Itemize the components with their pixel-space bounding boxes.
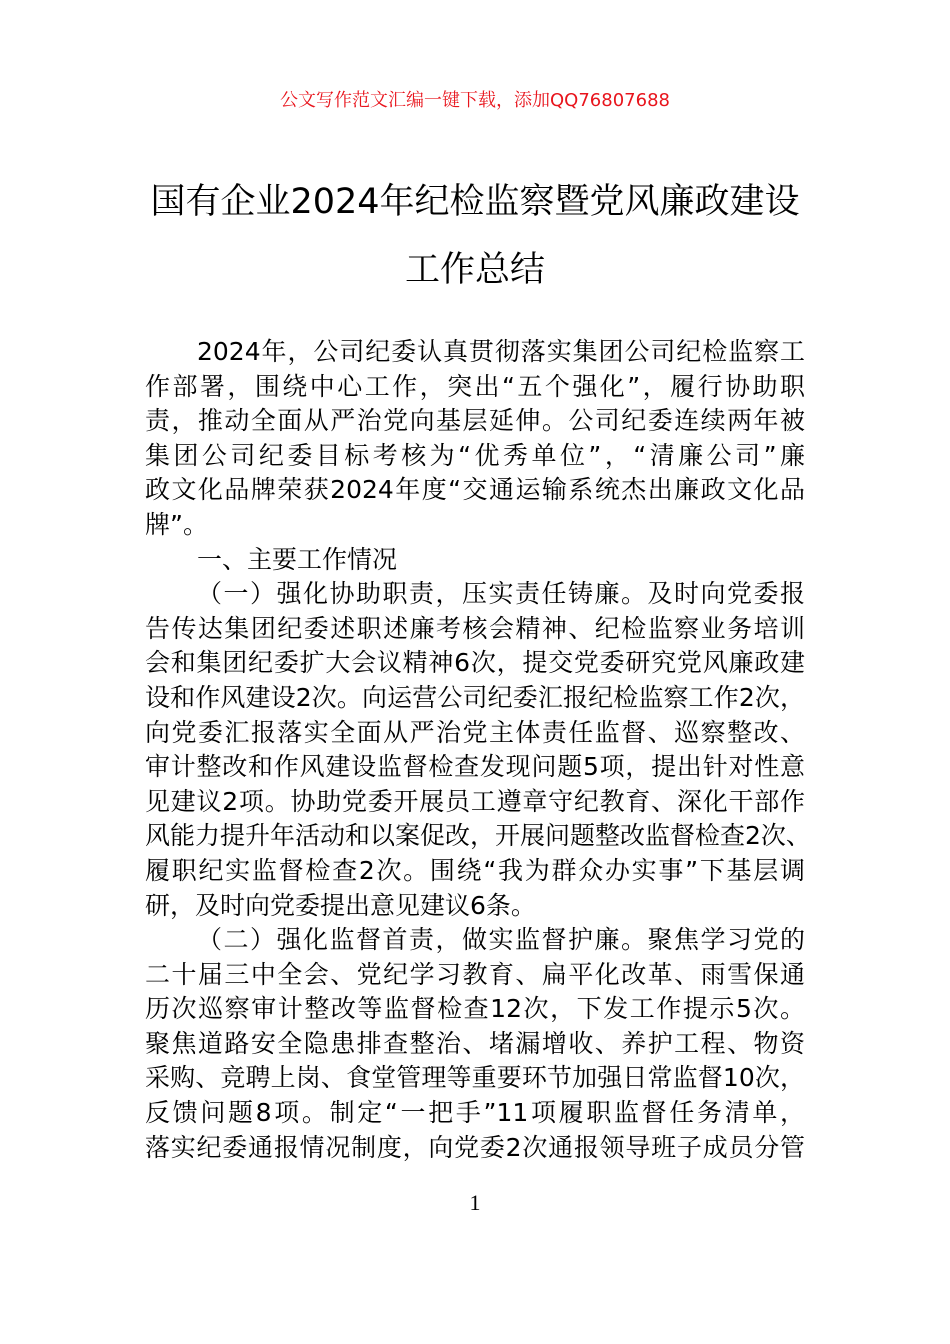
text-line: 风能力提升年活动和以案促改，开展问题整改监督检查2次、 — [145, 821, 811, 851]
text-line: 一、主要工作情况 — [197, 544, 398, 574]
paragraph — [145, 577, 811, 923]
text-line: 集团公司纪委目标考核为“优秀单位”，“清廉公司”廉 — [145, 440, 805, 470]
text-line: 研，及时向党委提出意见建议6条。 — [145, 890, 536, 920]
text-line: 责，推动全面从严治党向基层延伸。公司纪委连续两年被 — [145, 406, 805, 436]
text-line: 向党委汇报落实全面从严治党主体责任监督、巡察整改、 — [145, 717, 805, 747]
text-line: 作部署，围绕中心工作，突出“五个强化”，履行协助职 — [145, 371, 805, 401]
text-line: 会和集团纪委扩大会议精神6次，提交党委研究党风廉政建 — [145, 648, 805, 678]
watermark-banner: 公文写作范文汇编一键下载，添加QQ76807688 — [280, 90, 670, 111]
text-line: （一）强化协助职责，压实责任铸廉。及时向党委报 — [197, 579, 805, 609]
text-line: 告传达集团纪委述职述廉考核会精神、纪检监察业务培训 — [145, 613, 805, 643]
text-line: 落实纪委通报情况制度，向党委2次通报领导班子成员分管 — [145, 1132, 805, 1162]
text-line: 二十届三中全会、党纪学习教育、扁平化改革、雨雪保通 — [145, 959, 805, 989]
text-line: 聚焦道路安全隐患排查整治、堵漏增收、养护工程、物资 — [145, 1028, 805, 1058]
paragraph — [145, 543, 805, 578]
text-line: 政文化品牌荣获2024年度“交通运输系统杰出廉政文化品 — [145, 475, 805, 505]
text-line: （二）强化监督首责，做实监督护廉。聚焦学习党的 — [197, 925, 805, 955]
paragraph — [145, 923, 805, 1165]
text-line: 牌”。 — [145, 509, 208, 539]
text-line: 审计整改和作风建设监督检查发现问题5项，提出针对性意 — [145, 752, 805, 782]
text-line: 履职纪实监督检查2次。围绕“我为群众办实事”下基层调 — [145, 855, 805, 885]
document-title-line-1: 国有企业2024年纪检监察暨党风廉政建设 — [150, 182, 800, 222]
text-line: 采购、竞聘上岗、食堂管理等重要环节加强日常监督10次， — [145, 1063, 805, 1093]
text-line: 历次巡察审计整改等监督检查12次，下发工作提示5次。 — [145, 994, 805, 1024]
text-line: 2024年，公司纪委认真贯彻落实集团公司纪检监察工 — [197, 337, 805, 366]
text-line: 设和作风建设2次。向运营公司纪委汇报纪检监察工作2次， — [145, 682, 805, 712]
page-number: 1 — [469, 1190, 481, 1215]
document-body — [145, 335, 811, 1165]
text-line: 见建议2项。协助党委开展员工遵章守纪教育、深化干部作 — [145, 786, 805, 816]
document-title-line-2: 工作总结 — [404, 250, 545, 290]
paragraph — [145, 335, 805, 543]
text-line: 反馈问题8项。制定“一把手”11项履职监督任务清单， — [145, 1098, 805, 1128]
